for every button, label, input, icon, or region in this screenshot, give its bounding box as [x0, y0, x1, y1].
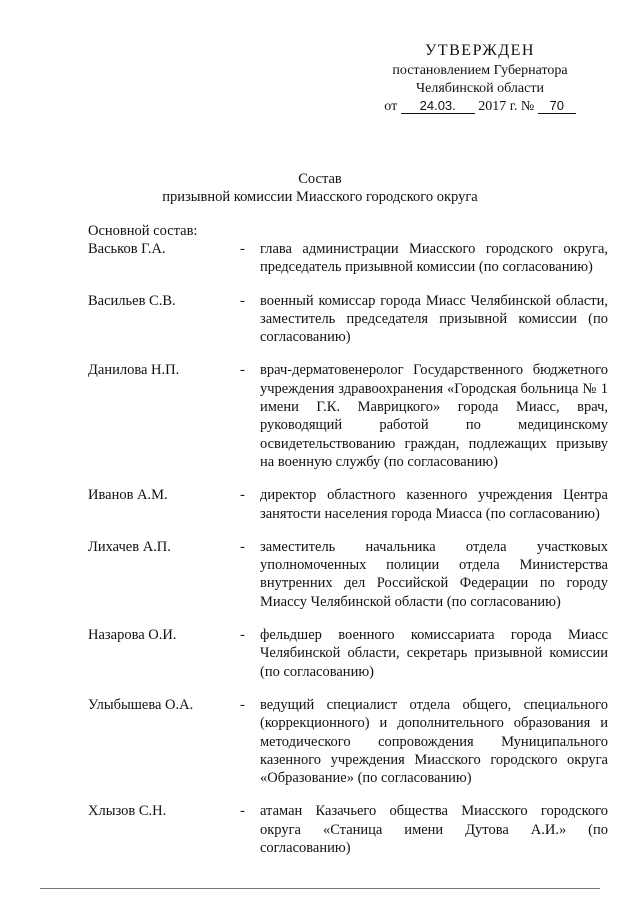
- member-dash: -: [240, 538, 245, 555]
- member-name: Лихачев А.П.: [88, 538, 171, 555]
- member-dash: -: [240, 362, 245, 379]
- member-row: [88, 802, 608, 857]
- member-row: [88, 240, 608, 277]
- member-role: военный комиссар города Миасс Челябинской области, заместитель председателя призывной комиссии (по согласованию): [260, 292, 608, 346]
- approval-region-line: Челябинской области: [416, 81, 544, 96]
- document-heading: [0, 170, 640, 206]
- member-row: [88, 696, 608, 787]
- member-name: Хлызов С.Н.: [88, 803, 167, 820]
- member-dash: -: [240, 803, 245, 820]
- member-role: врач-дерматовенеролог Государственного бюджетного учреждения здравоохранения «Городская больница № 1 имени Г.К. Маврицкого» города Миасс, врач, руководящий работой по медицинскому освидетельствованию граждан, подлежащих призыву на военную службу (по согласованию): [260, 362, 608, 470]
- commission-roster: [88, 240, 608, 857]
- member-role: директор областного казенного учреждения Центра занятости населения города Миасса (по согласованию): [260, 487, 608, 522]
- member-role: атаман Казачьего общества Миасского городского округа «Станица имени Дутова А.И.» (по согласованию): [260, 803, 608, 857]
- heading-title: Состав: [298, 171, 342, 187]
- approval-stamp-block: [360, 42, 600, 116]
- date-prefix: от: [384, 99, 398, 114]
- member-row: [88, 486, 608, 523]
- member-name: Васьков Г.А.: [88, 241, 166, 257]
- member-dash: -: [240, 696, 245, 713]
- approval-date-line: [360, 98, 600, 116]
- member-role: фельдшер военного комиссариата города Миасс Челябинской области, секретарь призывной комиссии (по согласованию): [260, 627, 608, 680]
- year-text: 2017 г. №: [478, 99, 535, 114]
- member-role: ведущий специалист отдела общего, специального (коррекционного) и дополнительного образования и методического сопровождения Муниципального казенного учреждения Миасского городского округа «Образование» (по согласованию): [260, 696, 608, 787]
- member-row: [88, 292, 608, 347]
- approval-title: УТВЕРЖДЕН: [425, 42, 535, 59]
- member-dash: -: [240, 292, 245, 309]
- member-row: [88, 361, 608, 471]
- member-row: [88, 538, 608, 611]
- member-role: заместитель начальника отдела участковых уполномоченных полиции отдела Министерства внутренних дел Российской Федерации по городу Миассу Челябинской области (по согласованию): [260, 538, 608, 610]
- member-name: Данилова Н.П.: [88, 362, 180, 379]
- member-name: Улыбышева О.А.: [88, 696, 194, 713]
- member-dash: -: [240, 487, 245, 504]
- date-value: 24.03.: [401, 98, 475, 114]
- heading-subtitle: призывной комиссии Миасского городского округа: [162, 189, 478, 205]
- member-name: Назарова О.И.: [88, 627, 177, 644]
- section-label: Основной состав:: [88, 223, 198, 239]
- member-row: [88, 626, 608, 681]
- member-name: Васильев С.В.: [88, 292, 176, 309]
- member-name: Иванов А.М.: [88, 487, 168, 504]
- member-dash: -: [240, 241, 245, 257]
- approval-decree-line: постановлением Губернатора: [392, 63, 568, 78]
- member-dash: -: [240, 627, 245, 644]
- member-role: глава администрации Миасского городского округа, председатель призывной комиссии (по согласованию): [260, 241, 608, 276]
- decree-number: 70: [538, 98, 576, 114]
- page-bottom-rule: [40, 888, 600, 889]
